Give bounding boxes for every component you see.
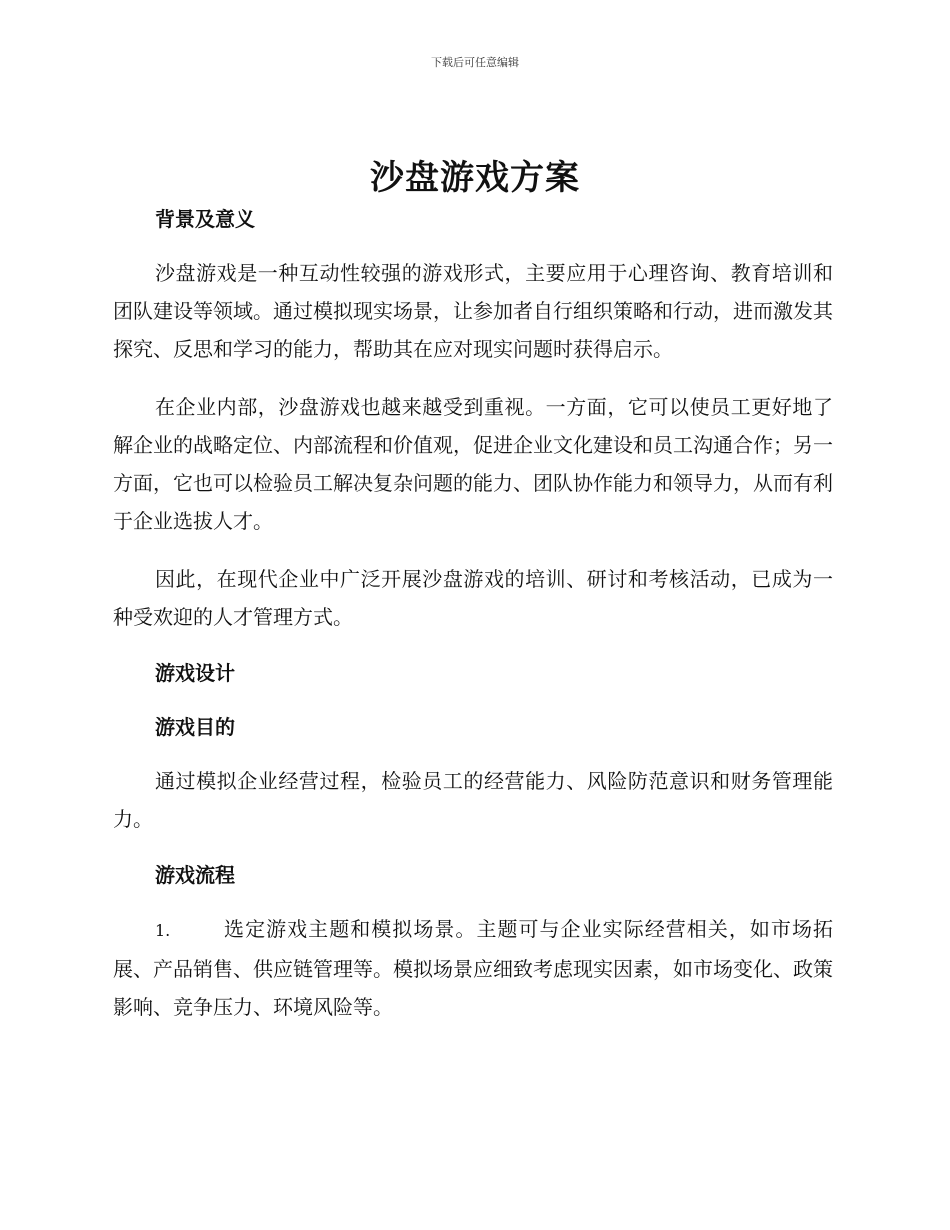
section-heading-design: 游戏设计 — [155, 661, 235, 685]
paragraph-2: 在企业内部，沙盘游戏也越来越受到重视。一方面，它可以使员工更好地了解企业的战略定位、内部流程和价值观，促进企业文化建设和员工沟通合作；另一方面，它也可以检验员工解决复杂问题的能力、团队协作能力和领导力，从而有利于企业选拔人才。 — [113, 395, 833, 533]
header-note: 下载后可任意编辑 — [431, 56, 519, 69]
paragraph-1: 沙盘游戏是一种互动性较强的游戏形式，主要应用于心理咨询、教育培训和团队建设等领域。通过模拟现实场景，让参加者自行组织策略和行动，进而激发其探究、反思和学习的能力，帮助其在应对现实问题时获得启示。 — [113, 261, 833, 361]
section-heading-background: 背景及意义 — [155, 207, 255, 231]
list-item-number: 1. — [155, 921, 171, 940]
list-item-text: 选定游戏主题和模拟场景。主题可与企业实际经营相关，如市场拓展、产品销售、供应链管理等。模拟场景应细致考虑现实因素，如市场变化、政策影响、竞争压力、环境风险等。 — [113, 917, 833, 1019]
paragraph-3: 因此，在现代企业中广泛开展沙盘游戏的培训、研讨和考核活动，已成为一种受欢迎的人才管理方式。 — [113, 567, 833, 629]
section-heading-process: 游戏流程 — [155, 863, 235, 887]
document-body — [113, 202, 833, 1026]
paragraph-4: 通过模拟企业经营过程，检验员工的经营能力、风险防范意识和财务管理能力。 — [113, 769, 833, 831]
document-title: 沙盘游戏方案 — [370, 158, 580, 198]
section-heading-purpose: 游戏目的 — [155, 715, 235, 739]
list-item — [113, 910, 833, 1026]
